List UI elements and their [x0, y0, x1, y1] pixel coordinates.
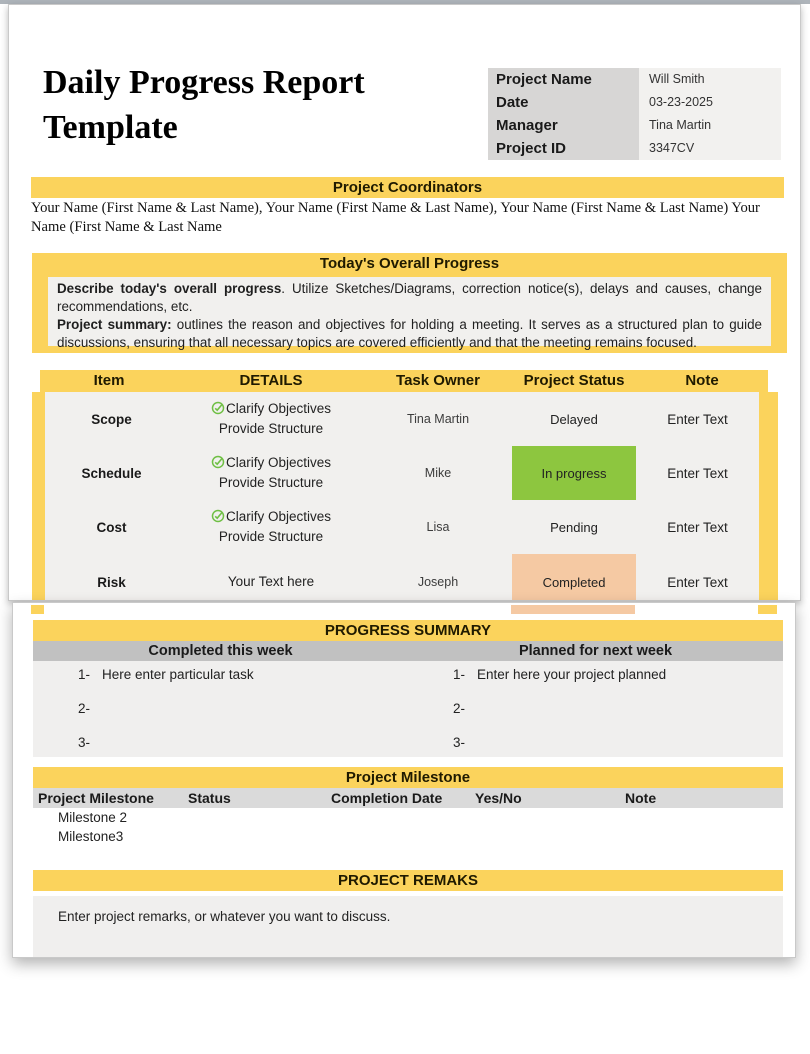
list-item[interactable]: [408, 667, 783, 701]
note-cell[interactable]: Enter Text: [667, 519, 728, 535]
check-circle-icon: [211, 509, 225, 528]
col-header-task-owner: Task Owner: [396, 372, 480, 389]
project-remarks-text[interactable]: Enter project remarks, or whatever you want to discuss.: [33, 896, 783, 957]
table-row-milestone[interactable]: Milestone3: [58, 829, 124, 844]
item-text: Here enter particular task: [102, 667, 254, 682]
status-cell[interactable]: Delayed: [550, 411, 598, 427]
item-cell: Risk: [97, 574, 126, 590]
overall-progress-text[interactable]: [48, 277, 771, 350]
info-label: Manager: [488, 114, 639, 137]
list-item[interactable]: [33, 667, 408, 701]
owner-cell[interactable]: Mike: [424, 466, 452, 480]
progress-summary-body: [33, 661, 783, 757]
col-header-status: Status: [188, 790, 231, 806]
section-header-project-milestone: Project Milestone: [33, 767, 783, 788]
note-cell[interactable]: Enter Text: [667, 574, 728, 590]
details-line2: Provide Structure: [218, 475, 324, 490]
info-row-project-name: [488, 68, 781, 91]
details-cell[interactable]: [178, 573, 364, 591]
list-item[interactable]: [408, 735, 783, 769]
status-cell-completed[interactable]: Completed: [512, 554, 636, 601]
info-label: Project Name: [488, 68, 639, 91]
milestone-rows: [33, 808, 783, 846]
items-table-rows: [45, 392, 759, 601]
table-row-milestone[interactable]: Milestone 2: [58, 810, 128, 825]
document-page-1: [8, 4, 801, 601]
item-number: 2-: [453, 701, 466, 716]
overall-p1-bold: Describe today's overall progress: [57, 281, 282, 296]
col-header-note: Note: [685, 372, 719, 389]
info-label: Date: [488, 91, 639, 114]
col-header-planned-for-next-week: Planned for next week: [518, 643, 673, 659]
planned-column: [408, 667, 783, 769]
check-circle-icon: [211, 401, 225, 420]
item-cell: Schedule: [81, 465, 142, 481]
completed-column: [33, 667, 408, 769]
item-number: 1-: [78, 667, 91, 682]
table-row-schedule: [45, 446, 759, 500]
section-todays-overall-progress: [32, 253, 787, 353]
project-info-table: [488, 68, 781, 160]
info-row-date: [488, 91, 781, 114]
details-cell[interactable]: [178, 400, 364, 438]
info-row-manager: [488, 114, 781, 137]
table-left-rail: [31, 605, 44, 614]
items-table-header: [40, 370, 768, 392]
overall-p1-rest: . Utilize Sketches/Diagrams, correction notice(s), delays and causes, change recommendations, etc.: [57, 281, 762, 314]
info-value-manager[interactable]: Tina Martin: [639, 114, 781, 137]
table-left-rail: [32, 392, 45, 601]
table-row-risk: [45, 554, 759, 601]
col-header-project-milestone: Project Milestone: [38, 790, 154, 806]
list-item[interactable]: [33, 701, 408, 735]
col-header-completed-this-week: Completed this week: [148, 643, 293, 659]
status-cell-continuation: [511, 605, 635, 614]
details-line1: Clarify Objectives: [225, 509, 332, 524]
owner-cell[interactable]: Tina Martin: [406, 412, 470, 426]
section-header-project-coordinators: Project Coordinators: [31, 177, 784, 198]
section-header-project-remarks: PROJECT REMAKS: [33, 870, 783, 891]
section-header-overall-progress: Today's Overall Progress: [319, 255, 500, 272]
overall-p2-bold: Project summary:: [57, 317, 172, 332]
document-page-2: [12, 602, 796, 958]
details-cell[interactable]: [178, 454, 364, 492]
info-value-project-name[interactable]: Will Smith: [639, 68, 781, 91]
item-cell: Scope: [91, 411, 132, 427]
item-number: 2-: [78, 701, 91, 716]
item-number: 1-: [453, 667, 466, 682]
milestone-column-header: [33, 788, 783, 808]
item-cell: Cost: [96, 519, 127, 535]
col-header-note: Note: [625, 790, 657, 806]
col-header-project-status: Project Status: [523, 372, 625, 389]
note-cell[interactable]: Enter Text: [667, 465, 728, 481]
item-text: Enter here your project planned: [477, 667, 667, 682]
details-line1: Clarify Objectives: [225, 455, 332, 470]
details-line1: Clarify Objectives: [225, 401, 332, 416]
owner-cell[interactable]: Lisa: [426, 520, 450, 534]
details-line2: Provide Structure: [218, 529, 324, 544]
table-row-cost: [45, 500, 759, 554]
list-item[interactable]: [408, 701, 783, 735]
info-value-project-id[interactable]: 3347CV: [639, 137, 781, 160]
col-header-details: DETAILS: [239, 372, 303, 389]
owner-cell[interactable]: Joseph: [417, 575, 459, 589]
section-header-progress-summary: PROGRESS SUMMARY: [33, 620, 783, 641]
table-continuation-sliver: [13, 605, 796, 614]
items-table-body: [32, 392, 778, 601]
progress-summary-subheader: [33, 641, 783, 661]
overall-p2-rest: outlines the reason and objectives for holding a meeting. It serves as a structured plan to guide discussions, ensuring that all necessary topics are covered efficiently and that the meeting remains focused.: [57, 317, 762, 350]
table-right-rail: [759, 392, 778, 601]
note-cell[interactable]: Enter Text: [667, 411, 728, 427]
page-title: Daily Progress Report Template: [43, 64, 365, 146]
info-value-date[interactable]: 03-23-2025: [639, 91, 781, 114]
item-number: 3-: [78, 735, 91, 750]
check-circle-icon: [211, 455, 225, 474]
status-cell[interactable]: Pending: [550, 519, 598, 535]
status-cell-in-progress[interactable]: In progress: [512, 446, 636, 500]
col-header-item: Item: [93, 372, 125, 389]
list-item[interactable]: [33, 735, 408, 769]
details-line2: Provide Structure: [218, 421, 324, 436]
table-right-rail: [758, 605, 777, 614]
table-row-scope: [45, 392, 759, 446]
details-cell[interactable]: [178, 508, 364, 546]
item-number: 3-: [453, 735, 466, 750]
info-row-project-id: [488, 137, 781, 160]
details-line1: Your Text here: [227, 574, 315, 589]
col-header-yes-no: Yes/No: [475, 790, 522, 806]
coordinators-text[interactable]: Your Name (First Name & Last Name), Your Name (First Name & Last Name), Your Name (First Name & Last Name) Your Name (First Name & Last Name: [31, 200, 760, 235]
info-label: Project ID: [488, 137, 639, 160]
col-header-completion-date: Completion Date: [331, 790, 443, 806]
